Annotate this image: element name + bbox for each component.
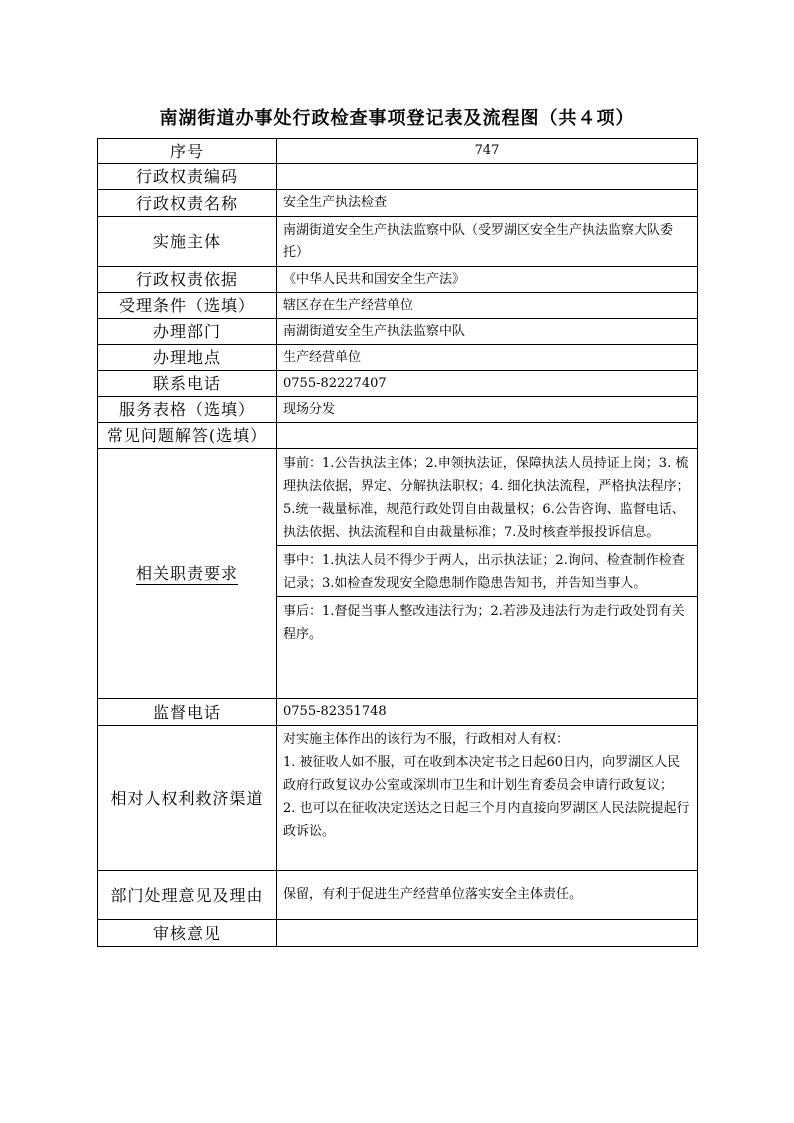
table-row bbox=[98, 871, 698, 920]
table-row bbox=[98, 423, 698, 449]
subject-value: 南湖街道安全生产执法监察中队（受罗湖区安全生产执法监察大队委托） bbox=[277, 217, 698, 267]
dept-value: 南湖街道安全生产执法监察中队 bbox=[277, 319, 698, 345]
table-row bbox=[98, 190, 698, 217]
table-row bbox=[98, 164, 698, 190]
duties-value bbox=[277, 449, 698, 699]
name-label: 行政权责名称 bbox=[98, 190, 277, 217]
table-row bbox=[98, 397, 698, 423]
place-value: 生产经营单位 bbox=[277, 345, 698, 371]
remedy-label: 相对人权利救济渠道 bbox=[98, 726, 277, 871]
code-label: 行政权责编码 bbox=[98, 164, 277, 190]
condition-label: 受理条件（选填） bbox=[98, 293, 277, 319]
code-value bbox=[277, 164, 698, 190]
table-row bbox=[98, 319, 698, 345]
table-row bbox=[98, 449, 698, 699]
review-value bbox=[277, 920, 698, 947]
place-label: 办理地点 bbox=[98, 345, 277, 371]
forms-label: 服务表格（选填） bbox=[98, 397, 277, 423]
duties-after: 事后：1.督促当事人整改违法行为；2.若涉及违法行为走行政处罚有关程序。 bbox=[283, 604, 685, 642]
remedy-line-1: 对实施主体作出的该行为不服，行政相对人有权： bbox=[283, 732, 570, 747]
dept-label: 办理部门 bbox=[98, 319, 277, 345]
review-label: 审核意见 bbox=[98, 920, 277, 947]
seq-label: 序号 bbox=[98, 139, 277, 164]
table-row bbox=[98, 699, 698, 726]
remedy-line-3: 2. 也可以在征收决定送达之日起三个月内直接向罗湖区人民法院提起行政诉讼。 bbox=[283, 801, 690, 839]
phone-label: 联系电话 bbox=[98, 371, 277, 397]
duties-label: 相关职责要求 bbox=[98, 449, 277, 699]
table-row bbox=[98, 371, 698, 397]
basis-value: 《中华人民共和国安全生产法》 bbox=[277, 267, 698, 293]
supervision-value: 0755-82351748 bbox=[277, 699, 698, 726]
table-row bbox=[98, 267, 698, 293]
phone-value: 0755-82227407 bbox=[277, 371, 698, 397]
name-value: 安全生产执法检查 bbox=[277, 190, 698, 217]
seq-value: 747 bbox=[277, 139, 698, 164]
basis-label: 行政权责依据 bbox=[98, 267, 277, 293]
opinion-label: 部门处理意见及理由 bbox=[98, 871, 277, 920]
remedy-line-2: 1. 被征收人如不服，可在收到本决定书之日起60日内，向罗湖区人民政府行政复议办公室或深圳市卫生和计划生育委员会申请行政复议； bbox=[283, 755, 681, 793]
faq-label: 常见问题解答(选填） bbox=[98, 423, 277, 449]
table-row bbox=[98, 139, 698, 164]
table-row bbox=[98, 293, 698, 319]
faq-value bbox=[277, 423, 698, 449]
registration-table bbox=[97, 138, 698, 947]
subject-label: 实施主体 bbox=[98, 217, 277, 267]
table-row bbox=[98, 217, 698, 267]
table-row bbox=[98, 345, 698, 371]
table-row bbox=[98, 726, 698, 871]
duties-before: 事前：1.公告执法主体；2.申领执法证，保障执法人员持证上岗；3. 梳理执法依据，界定、分解执法职权；4. 细化执法流程，严格执法程序；5.统一裁量标准，规范行政处罚自由裁量权；6.公告咨询、监督电话、执法依据、执法流程和自由裁量标准；7.及时核查举报投诉信息。 bbox=[277, 449, 697, 546]
condition-value: 辖区存在生产经营单位 bbox=[277, 293, 698, 319]
opinion-value: 保留，有利于促进生产经营单位落实安全主体责任。 bbox=[277, 871, 698, 920]
remedy-value bbox=[277, 726, 698, 871]
page-title: 南湖街道办事处行政检查事项登记表及流程图（共４项） bbox=[159, 108, 635, 129]
supervision-label: 监督电话 bbox=[98, 699, 277, 726]
duties-during: 事中：1.执法人员不得少于两人，出示执法证；2.询问、检查制作检查记录；3.如检查发现安全隐患制作隐患告知书，并告知当事人。 bbox=[277, 546, 697, 597]
forms-value: 现场分发 bbox=[277, 397, 698, 423]
table-row bbox=[98, 920, 698, 947]
